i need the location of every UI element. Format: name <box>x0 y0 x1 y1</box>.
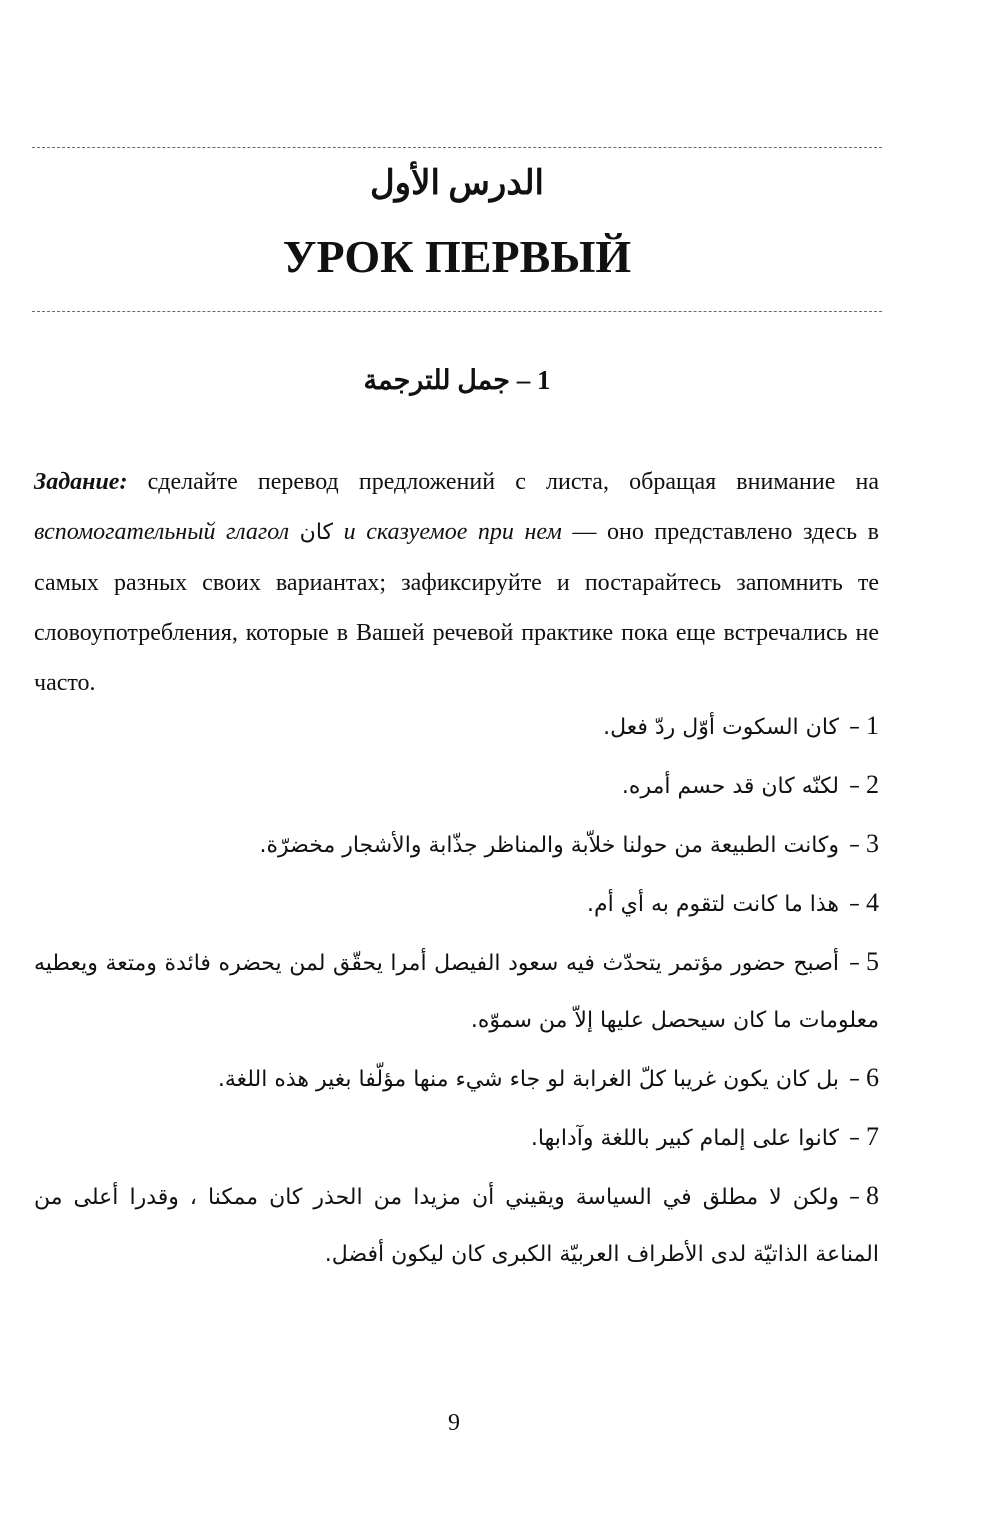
sentence-text: كان السكوت أوّل ردّ فعل. <box>603 715 839 740</box>
task-paragraph <box>34 457 879 708</box>
sentence-text: بل كان يكون غريبا كلّ الغرابة لو جاء شيء منها مؤلّفا بغير هذه اللغة. <box>217 1067 839 1092</box>
sentence-number: 5 <box>866 947 879 976</box>
sentence-dash: – <box>849 1126 860 1151</box>
top-dashed-rule <box>32 147 882 148</box>
task-italic-part-1: вспомогательный глагол <box>34 519 300 545</box>
sentence-item-6 <box>34 1049 879 1108</box>
task-text-part-2: — оно представлено здесь в самых разных своих вариантах; зафиксируйте и постарайтесь запомнить те словоупотребления, которые в Вашей речевой практике пока еще встречались не часто. <box>34 519 879 696</box>
sentence-dash: – <box>849 715 860 740</box>
sentence-item-5 <box>34 933 879 1049</box>
lesson-title-arabic: الدرس الأول <box>369 165 545 202</box>
sentence-number: 7 <box>866 1122 879 1151</box>
bottom-dashed-rule <box>32 311 882 312</box>
sentence-dash: – <box>849 1185 860 1210</box>
sentence-number: 1 <box>866 711 879 740</box>
sentence-list <box>34 697 879 1283</box>
sentence-item-3 <box>34 815 879 874</box>
sentence-text: كانوا على إلمام كبير باللغة وآدابها. <box>530 1126 839 1151</box>
sentence-number: 3 <box>866 829 879 858</box>
sentence-dash: – <box>849 1067 860 1092</box>
sentence-number: 2 <box>866 770 879 799</box>
sentence-text: لكنّه كان قد حسم أمره. <box>621 774 839 799</box>
sentence-number: 4 <box>866 888 879 917</box>
sentence-number: 8 <box>866 1181 879 1210</box>
sentence-text: ولكن لا مطلق في السياسة ويقيني أن مزيدا من الحذر كان ممكنا ، وقدرا أعلى من المناعة الذاتيّة لدى الأطراف العربيّة الكبرى كان ليكون أفضل. <box>34 1185 879 1267</box>
sentence-dash: – <box>849 892 860 917</box>
sentence-number: 6 <box>866 1063 879 1092</box>
sentence-item-8 <box>34 1167 879 1283</box>
sentence-dash: – <box>849 951 860 976</box>
lesson-title-russian: УРОК ПЕРВЫЙ <box>282 231 632 282</box>
sentence-text: أصبح حضور مؤتمر يتحدّث فيه سعود الفيصل أمرا يحقّق لمن يحضره فائدة ومتعة ويعطيه معلومات ما كان سيحصل عليها إلاّ من سموّه. <box>34 951 879 1033</box>
sentence-item-4 <box>34 874 879 933</box>
section-heading: 1 – جمل للترجمة <box>363 365 551 395</box>
task-label: Задание: <box>34 469 128 495</box>
task-italic-part-2: и сказуемое при нем <box>333 519 562 545</box>
task-arabic-verb: كان <box>299 520 334 545</box>
sentence-dash: – <box>849 774 860 799</box>
task-text-part-1: сделайте перевод предложений с листа, обращая внимание на <box>127 469 879 495</box>
sentence-dash: – <box>849 833 860 858</box>
sentence-text: هذا ما كانت لتقوم به أي أم. <box>586 892 839 917</box>
sentence-text: وكانت الطبيعة من حولنا خلاّبة والمناظر جذّابة والأشجار مخضرّة. <box>259 833 839 858</box>
page-number: 9 <box>448 1410 460 1436</box>
sentence-item-2 <box>34 756 879 815</box>
sentence-item-7 <box>34 1108 879 1167</box>
sentence-item-1 <box>34 697 879 756</box>
